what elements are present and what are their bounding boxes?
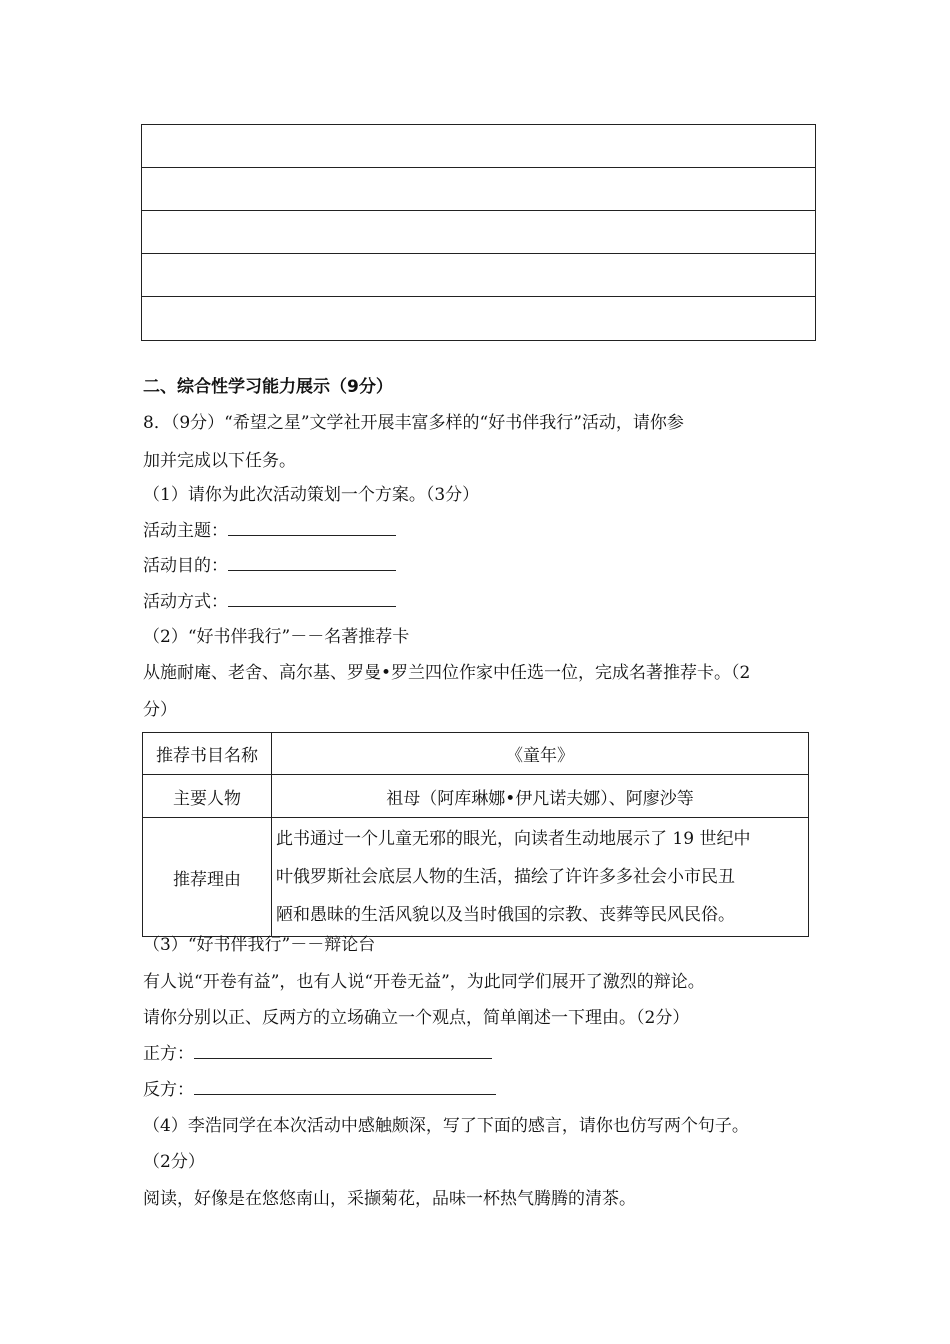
- q8-intro-line2: 加并完成以下任务。: [143, 451, 296, 471]
- con-side: [143, 1078, 496, 1102]
- field-theme-blank[interactable]: [228, 519, 396, 536]
- characters-value: 祖母（阿库琳娜•伊凡诺夫娜）、阿廖沙等: [272, 775, 809, 818]
- q8-intro-line1: 8．（9分）“希望之星”文学社开展丰富多样的“好书伴我行”活动，请你参: [143, 413, 684, 433]
- pro-blank[interactable]: [194, 1042, 492, 1059]
- reason-line: 陋和愚昧的生活风貌以及当时俄国的宗教、丧葬等民风民俗。: [276, 905, 735, 925]
- card-row-book: [143, 733, 809, 775]
- part2-instruction-line1: 从施耐庵、老舍、高尔基、罗曼•罗兰四位作家中任选一位，完成名著推荐卡。（2: [143, 663, 751, 683]
- answer-row[interactable]: [142, 168, 815, 211]
- part3-line2: 请你分别以正、反两方的立场确立一个观点，简单阐述一下理由。（2分）: [143, 1008, 690, 1028]
- book-label: 推荐书目名称: [143, 733, 272, 775]
- answer-row[interactable]: [142, 254, 815, 297]
- reason-text: [272, 818, 809, 937]
- con-label: 反方：: [143, 1080, 194, 1100]
- field-theme-label: 活动主题：: [143, 521, 228, 541]
- card-row-reason: [143, 818, 809, 937]
- characters-label: 主要人物: [143, 775, 272, 818]
- field-method: [143, 590, 396, 614]
- answer-row[interactable]: [142, 211, 815, 254]
- reason-line: 此书通过一个儿童无邪的眼光，向读者生动地展示了 19 世纪中: [276, 829, 751, 849]
- field-method-label: 活动方式：: [143, 592, 228, 612]
- con-blank[interactable]: [194, 1078, 496, 1095]
- part4-score: （2分）: [143, 1152, 205, 1172]
- field-purpose: [143, 554, 396, 578]
- reason-line: 叶俄罗斯社会底层人物的生活，描绘了许许多多社会小市民丑: [276, 867, 735, 887]
- part4-example: 阅读，好像是在悠悠南山，采撷菊花，品味一杯热气腾腾的清茶。: [143, 1189, 636, 1209]
- part2-instruction-line2: 分）: [143, 700, 177, 720]
- reason-label: 推荐理由: [143, 818, 272, 937]
- pro-label: 正方：: [143, 1044, 194, 1064]
- part1-title: （1）请你为此次活动策划一个方案。（3分）: [143, 485, 480, 505]
- part3-line1: 有人说“开卷有益”，也有人说“开卷无益”，为此同学们展开了激烈的辩论。: [143, 972, 705, 992]
- answer-grid: [141, 124, 816, 341]
- section-title: 二、综合性学习能力展示（9分）: [143, 377, 393, 397]
- pro-side: [143, 1042, 492, 1066]
- part2-title: （2）“好书伴我行”－－名著推荐卡: [143, 627, 410, 647]
- answer-row[interactable]: [142, 297, 815, 340]
- field-purpose-blank[interactable]: [228, 554, 396, 571]
- part3-title: （3）“好书伴我行”－－辩论台: [143, 935, 376, 955]
- book-recommendation-card: [142, 732, 809, 937]
- book-value: 《童年》: [272, 733, 809, 775]
- field-purpose-label: 活动目的：: [143, 556, 228, 576]
- answer-row[interactable]: [142, 125, 815, 168]
- field-method-blank[interactable]: [228, 590, 396, 607]
- card-row-characters: [143, 775, 809, 818]
- part4-title: （4）李浩同学在本次活动中感触颇深，写了下面的感言，请你也仿写两个句子。: [143, 1116, 749, 1136]
- field-theme: [143, 519, 396, 543]
